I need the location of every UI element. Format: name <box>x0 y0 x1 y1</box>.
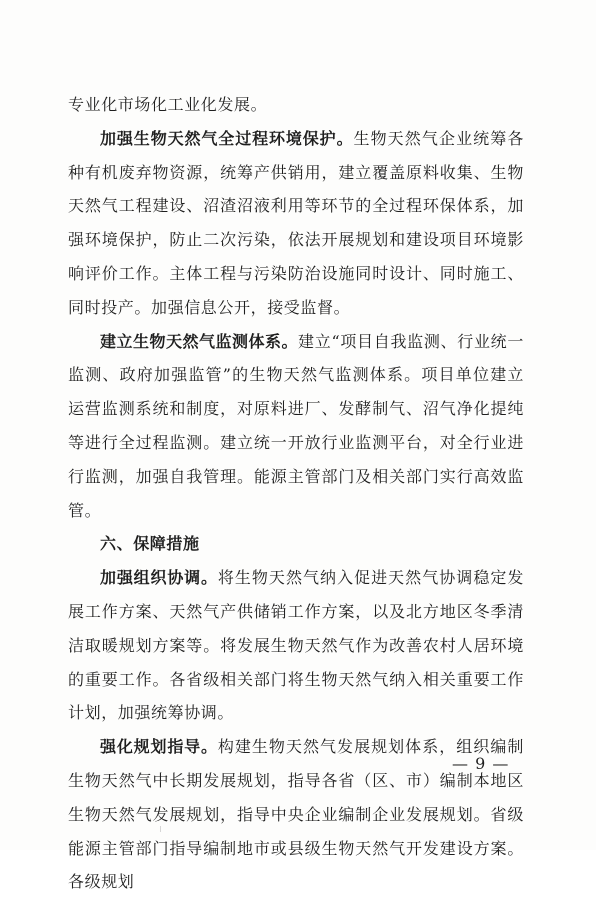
paragraph-text: 构建生物天然气发展规划体系，组织编制生物天然气中长期发展规划，指导各省（区、市）编制本地区生物天然气发展规划，指导中央企业编制企业发展规划。省级能源主管部门指导编制地市或县级生物天然气开发建设方案。各级规划 <box>68 737 524 892</box>
paragraph-continuation <box>68 88 524 122</box>
paragraph-lead: 加强组织协调。 <box>100 568 218 588</box>
paragraph-lead: 加强生物天然气全过程环境保护。 <box>100 128 354 148</box>
section-heading: 六、保障措施 <box>100 534 200 554</box>
scan-mark <box>160 826 161 832</box>
paragraph-text: 将生物天然气纳入促进天然气协调稳定发展工作方案、天然气产供储销工作方案，以及北方地区冬季清洁取暖规划方案等。将发展生物天然气作为改善农村人居环境的重要工作。各省级相关部门将生物天然气纳入相关重要工作计划，加强统筹协调。 <box>68 568 524 723</box>
paragraph-text: 生物天然气企业统筹各种有机废弃物资源，统筹产供销用，建立覆盖原料收集、生物天然气工程建设、沼渣沼液利用等环节的全过程环保体系，加强环境保护，防止二次污染，依法开展规划和建设项目环境影响评价工作。主体工程与污染防治设施同时设计、同时施工、同时投产。加强信息公开，接受监督。 <box>68 128 524 317</box>
document-body <box>68 88 524 899</box>
paragraph-monitoring <box>68 325 524 528</box>
paragraph-environment <box>68 122 524 325</box>
page-number: — 9 — <box>452 754 510 773</box>
paragraph-text: 建立“项目自我监测、行业统一监测、政府加强监管”的生物天然气监测体系。项目单位建立运营监测系统和制度，对原料进厂、发酵制气、沼气净化提纯等进行全过程监测。建立统一开放行业监测平台，对全行业进行监测，加强自我管理。能源主管部门及相关部门实行高效监管。 <box>68 331 524 520</box>
paragraph-lead: 建立生物天然气监测体系。 <box>100 331 299 351</box>
paragraph-coordination <box>68 561 524 730</box>
paragraph-text: 专业化市场化工业化发展。 <box>68 95 268 114</box>
paragraph-lead: 强化规划指导。 <box>100 737 218 757</box>
